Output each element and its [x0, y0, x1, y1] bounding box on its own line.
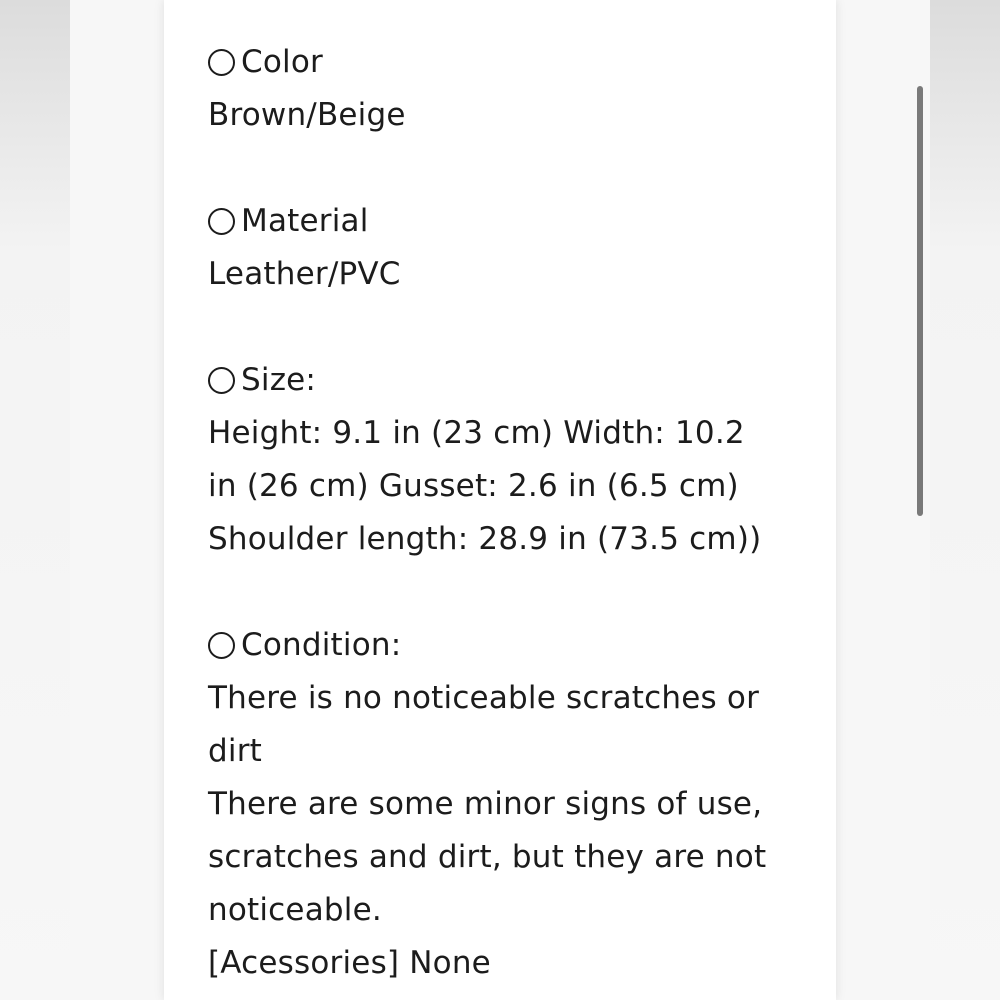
circle-icon	[208, 367, 235, 394]
heading-text: Color	[241, 44, 323, 80]
detail-line: Leather/PVC	[208, 256, 401, 292]
scrollbar[interactable]	[917, 86, 925, 516]
section-condition	[208, 619, 808, 990]
detail-line: There is no noticeable scratches or	[208, 680, 760, 716]
detail-line: in (26 cm) Gusset: 2.6 in (6.5 cm)	[208, 468, 739, 504]
section-material	[208, 195, 808, 301]
detail-line: Brown/Beige	[208, 97, 406, 133]
section-color	[208, 36, 808, 142]
circle-icon	[208, 208, 235, 235]
heading-text: Condition:	[241, 627, 402, 663]
detail-line: scratches and dirt, but they are not	[208, 839, 767, 875]
circle-icon	[208, 632, 235, 659]
heading-text: Material	[241, 203, 369, 239]
circle-icon	[208, 49, 235, 76]
section-heading	[208, 195, 808, 248]
detail-line: dirt	[208, 733, 262, 769]
detail-line: [Acessories] None	[208, 945, 491, 981]
product-description	[208, 36, 808, 990]
detail-line: There are some minor signs of use,	[208, 786, 763, 822]
scrollbar-thumb[interactable]	[917, 86, 923, 516]
heading-text: Size:	[241, 362, 317, 398]
detail-line: Shoulder length: 28.9 in (73.5 cm))	[208, 521, 762, 557]
section-heading	[208, 36, 808, 89]
detail-line: noticeable.	[208, 892, 382, 928]
detail-line: Height: 9.1 in (23 cm) Width: 10.2	[208, 415, 745, 451]
section-heading	[208, 619, 808, 672]
section-heading	[208, 354, 808, 407]
section-size	[208, 354, 808, 566]
